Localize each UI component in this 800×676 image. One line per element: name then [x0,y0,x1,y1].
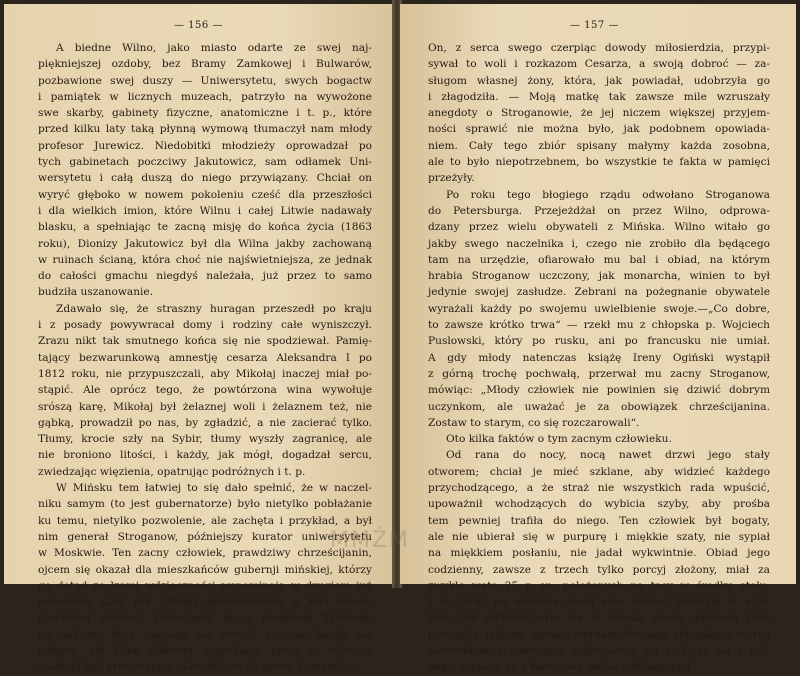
text-line: tam na urzędzie, ofiarowało mu bal i obiad, na którym [428,253,770,266]
text-line: Zostaw to starym, co się rozczarowali“. [428,416,640,429]
text-line: Zdawało się, że straszny huragan przeszedł po kraju [56,302,372,315]
text-line: przed kilku laty taką płynną wymową tłumaczył nam młody [38,123,372,136]
text-line: zasłużył być przezwanym „Les délices du genre humain“.— [38,661,357,674]
text-line: pozbawione swej duszy — Uniwersytetu, swych bogactw [38,74,372,87]
text-line: On, z serca swego czerpiąc dowody miłosierdzia, przypi- [428,42,770,54]
text-line: i z posady powywracał domy i rodziny całe wyniszczył. [38,319,372,332]
watermark-logo: MMŻM [330,528,411,553]
text-line: dzany przez wielu obywateli z Mińska. Wilno witało go [428,221,770,234]
text-line: 1812 roku, nie przypuszczali, aby Mikołaj inaczej miał po- [38,367,372,380]
text-line: anegdoty o Stroganowie, że jej niczem większej przyjem- [428,107,770,120]
text-line: budziła uszanowanie. [38,286,154,299]
text-line: tych gabinetach poczciwy Jakutowicz, sam odłamek Uni- [38,156,372,169]
text-line: roku), Dionizy Jakutowicz był dla Wilna jakby zachowaną [38,237,372,250]
right-page [400,4,796,674]
text-line: srószą karę, Mikołaj był żelaznej woli i żelaznem też, nie [38,400,372,413]
text-line: swe skarby, gabinety fizyczne, anatomiczne i t. p., które [38,107,372,120]
text-line: siedemdziesięcioletniego; usłyszawszy od nich, że się z jed- [428,644,770,657]
text-line: W Mińsku tem łatwiej to się dało spełnić, że w naczel- [56,482,372,495]
text-line: ale nie ubierał się w purpurę i miękkie szaty, nie sypiał [428,530,770,543]
text-line: i pamiątek w licznych muzeach, patrzyło na wywożone [38,90,372,103]
text-line: talu, lub wybierającym się w daleką drogę. Jednego razu [428,612,770,625]
text-line: Puslowski, który po rusku, ani po francusku nie umiał. [428,335,770,348]
text-line: w ruinach ścianą, która choć nie najświetniejsza, ze jednak [38,253,372,266]
text-line: uczynkom, ale uważać je za obowiązek chrześcijanina. [428,400,770,413]
text-line: z górną trochę pochwałą, przerwał mu zacny Stroganow, [428,367,770,380]
text-line: A biedne Wilno, jako miasto odarte ze swej naj- [56,42,372,54]
left-page [4,4,394,674]
text-line: piękniejszej ozdoby, bez Bramy Zamkowej i Bulwarów, [38,58,372,71]
text-line: niku samym (to jest gubernatorze) było nietylko pobłażanie [38,498,372,511]
text-line: ale to było niepotrzebnem, bo wszystkie te fakta w pamięci [428,156,770,169]
text-line: gąbką, prowadził po nas, by zgładzić, a nie zacierać tylko. [38,416,372,429]
text-line: sługom własnej żony, która, jak powiadał, udobrzyła go [428,74,770,87]
text-line: Od rana do nocy, nocą nawet drzwi jego stały [446,449,770,462]
text-line: i te zaraz po obiedzie szedł sam rozdać biednym w szpi- [428,596,770,609]
text-line: profesor Jurewicz. Niedobitki młodzieży oprowadzał po [38,139,372,152]
text-line: ności sprawić nie można było, jak podobnem opowiada- [428,123,770,136]
text-line: i dla wielkich imion, które Wilnu i całej Litwie nadawały [38,204,372,217]
text-line: do Petersburga. Przejeżdżał on przez Wilno, odprowa- [428,204,770,217]
text-line: czerpanej dobroci, równającej go z cesarzem Tytusem, [38,612,372,625]
left-page-number: — 156 — [174,20,223,31]
text-line: w Moskwie. Ten zacny człowiek, prawdziwy chrześcijanin, [38,547,372,560]
text-line: jednym, ale kilku dobremi uczynkami, przez co również [38,644,372,657]
text-line: jedynie swojej zasłudze. Zebrani na pożegnanie obywatele [428,286,770,299]
text-line: wersytetu i całą duszą do niego przywiązany. Chciał on [38,172,372,185]
text-line: i złagodziła. — Moją matkę tak zawsze mile wzruszały [428,90,770,103]
text-line: codzienny, zawsze z trzech tylko porcyj złożony, miał za [428,563,770,576]
text-line: wyrażali każdy po swojemu uwielbienie swoje.—„Co dobre, [428,302,770,315]
text-line: Oto kilka faktów o tym zacnym człowieku. [446,433,672,446]
text-line: nego miejsca, aż z Warszawy, oddał młodego pod [428,661,691,674]
text-line: ku temu, nietylko pozwolenie, ale zachęta i przykład, a był [38,514,372,527]
text-line: Zrazu nikt tak smutnego końca się nie spodziewał. Pamię- [38,335,372,348]
text-line: mówiąc: „Młody człowiek nie powinien się dziwić dobrym [428,384,770,397]
text-line: to zawsze krótko trwa“ — rzekł mu z chłopska p. Wojciech [428,319,770,332]
text-line: zwykle wetę 25 r. sr., położonych na tacy w środku stołu, [428,579,770,592]
text-line: tem pewniej trafiła do niego. Ten człowiek był bogaty, [428,514,770,527]
text-line: do całości gmachu niegdyś należała, już przez to samo [38,270,372,283]
text-line: niem. Cały tego zbiór spisany małymy każda zosobna, [428,139,770,152]
text-line: upoważnił wchodzących do wybicia szyby, aby prośba [428,498,770,511]
text-line: przychodzącego, a że straż nie wszystkich rada wpuścić, [428,482,770,495]
text-line: blasku, a spełniając te zacną misję do końca życia (1863 [38,221,372,234]
text-line: tający bezwarunkową amnestję cesarza Aleksandra I po [38,351,372,364]
text-line: pomiędzy takiemi ujrzał czternastoletniego chłopaka i starca [428,628,770,641]
text-line: otworem; chciał je mieć szklane, aby widzieć każdego [428,465,770,478]
text-line: Tłumy, krocie szły na Sybir, tłumy wyszły zagranicę, ale [38,433,372,446]
text-line: nim generał Stroganow, późniejszy kurator uniwersytetu [38,530,372,543]
text-line: na miękkiem posłaniu, nie jadał wykwintnie. Obiad jego [428,547,770,560]
text-line: bo, jak on, dnia żadnego nie stracił, znacząc każdy nie [38,628,372,641]
text-line: A gdy młody natenczas książę Ireny Ogiński wystąpił [428,351,770,364]
text-line: stąpić. Ale oprócz tego, że powtórzona wina wywołuje [38,384,372,397]
text-line: ojcem się okazał dla mieszkańców gubernji mińskiej, którzy [38,563,372,576]
text-line: zwiedzając więzienia, opatrując podróżnych i t. p. [38,465,306,478]
right-page-number: — 157 — [570,20,619,31]
text-line: nie broniono litości, i każdy, jak mógł, dogadzał sercu, [38,449,372,462]
right-page-text [428,40,770,676]
text-line: pokoleniu. Cały rok żyliśmy opowiadaniem o jego niewy- [38,596,372,609]
text-line: Po roku tego błogiego rządu odwołano Stroganowa [446,188,770,201]
text-line: go dotąd ze łzami wdzięczności wspominają w drugiem już [38,579,372,592]
text-line: hrabia Stroganow uczczony, jak monarcha, winien to był [428,270,770,283]
text-line: przeżyły. [428,172,475,185]
text-line: jakby swego naczelnika i, czego nie zrobiło dla będącego [428,237,770,250]
text-line: sywał to woli i rozkazom Cesarza, a swoją dobroć — za- [428,58,770,71]
left-page-text [38,40,372,676]
text-line: wyryć głęboko w nowem pokoleniu cześć dla przeszłości [38,188,372,201]
